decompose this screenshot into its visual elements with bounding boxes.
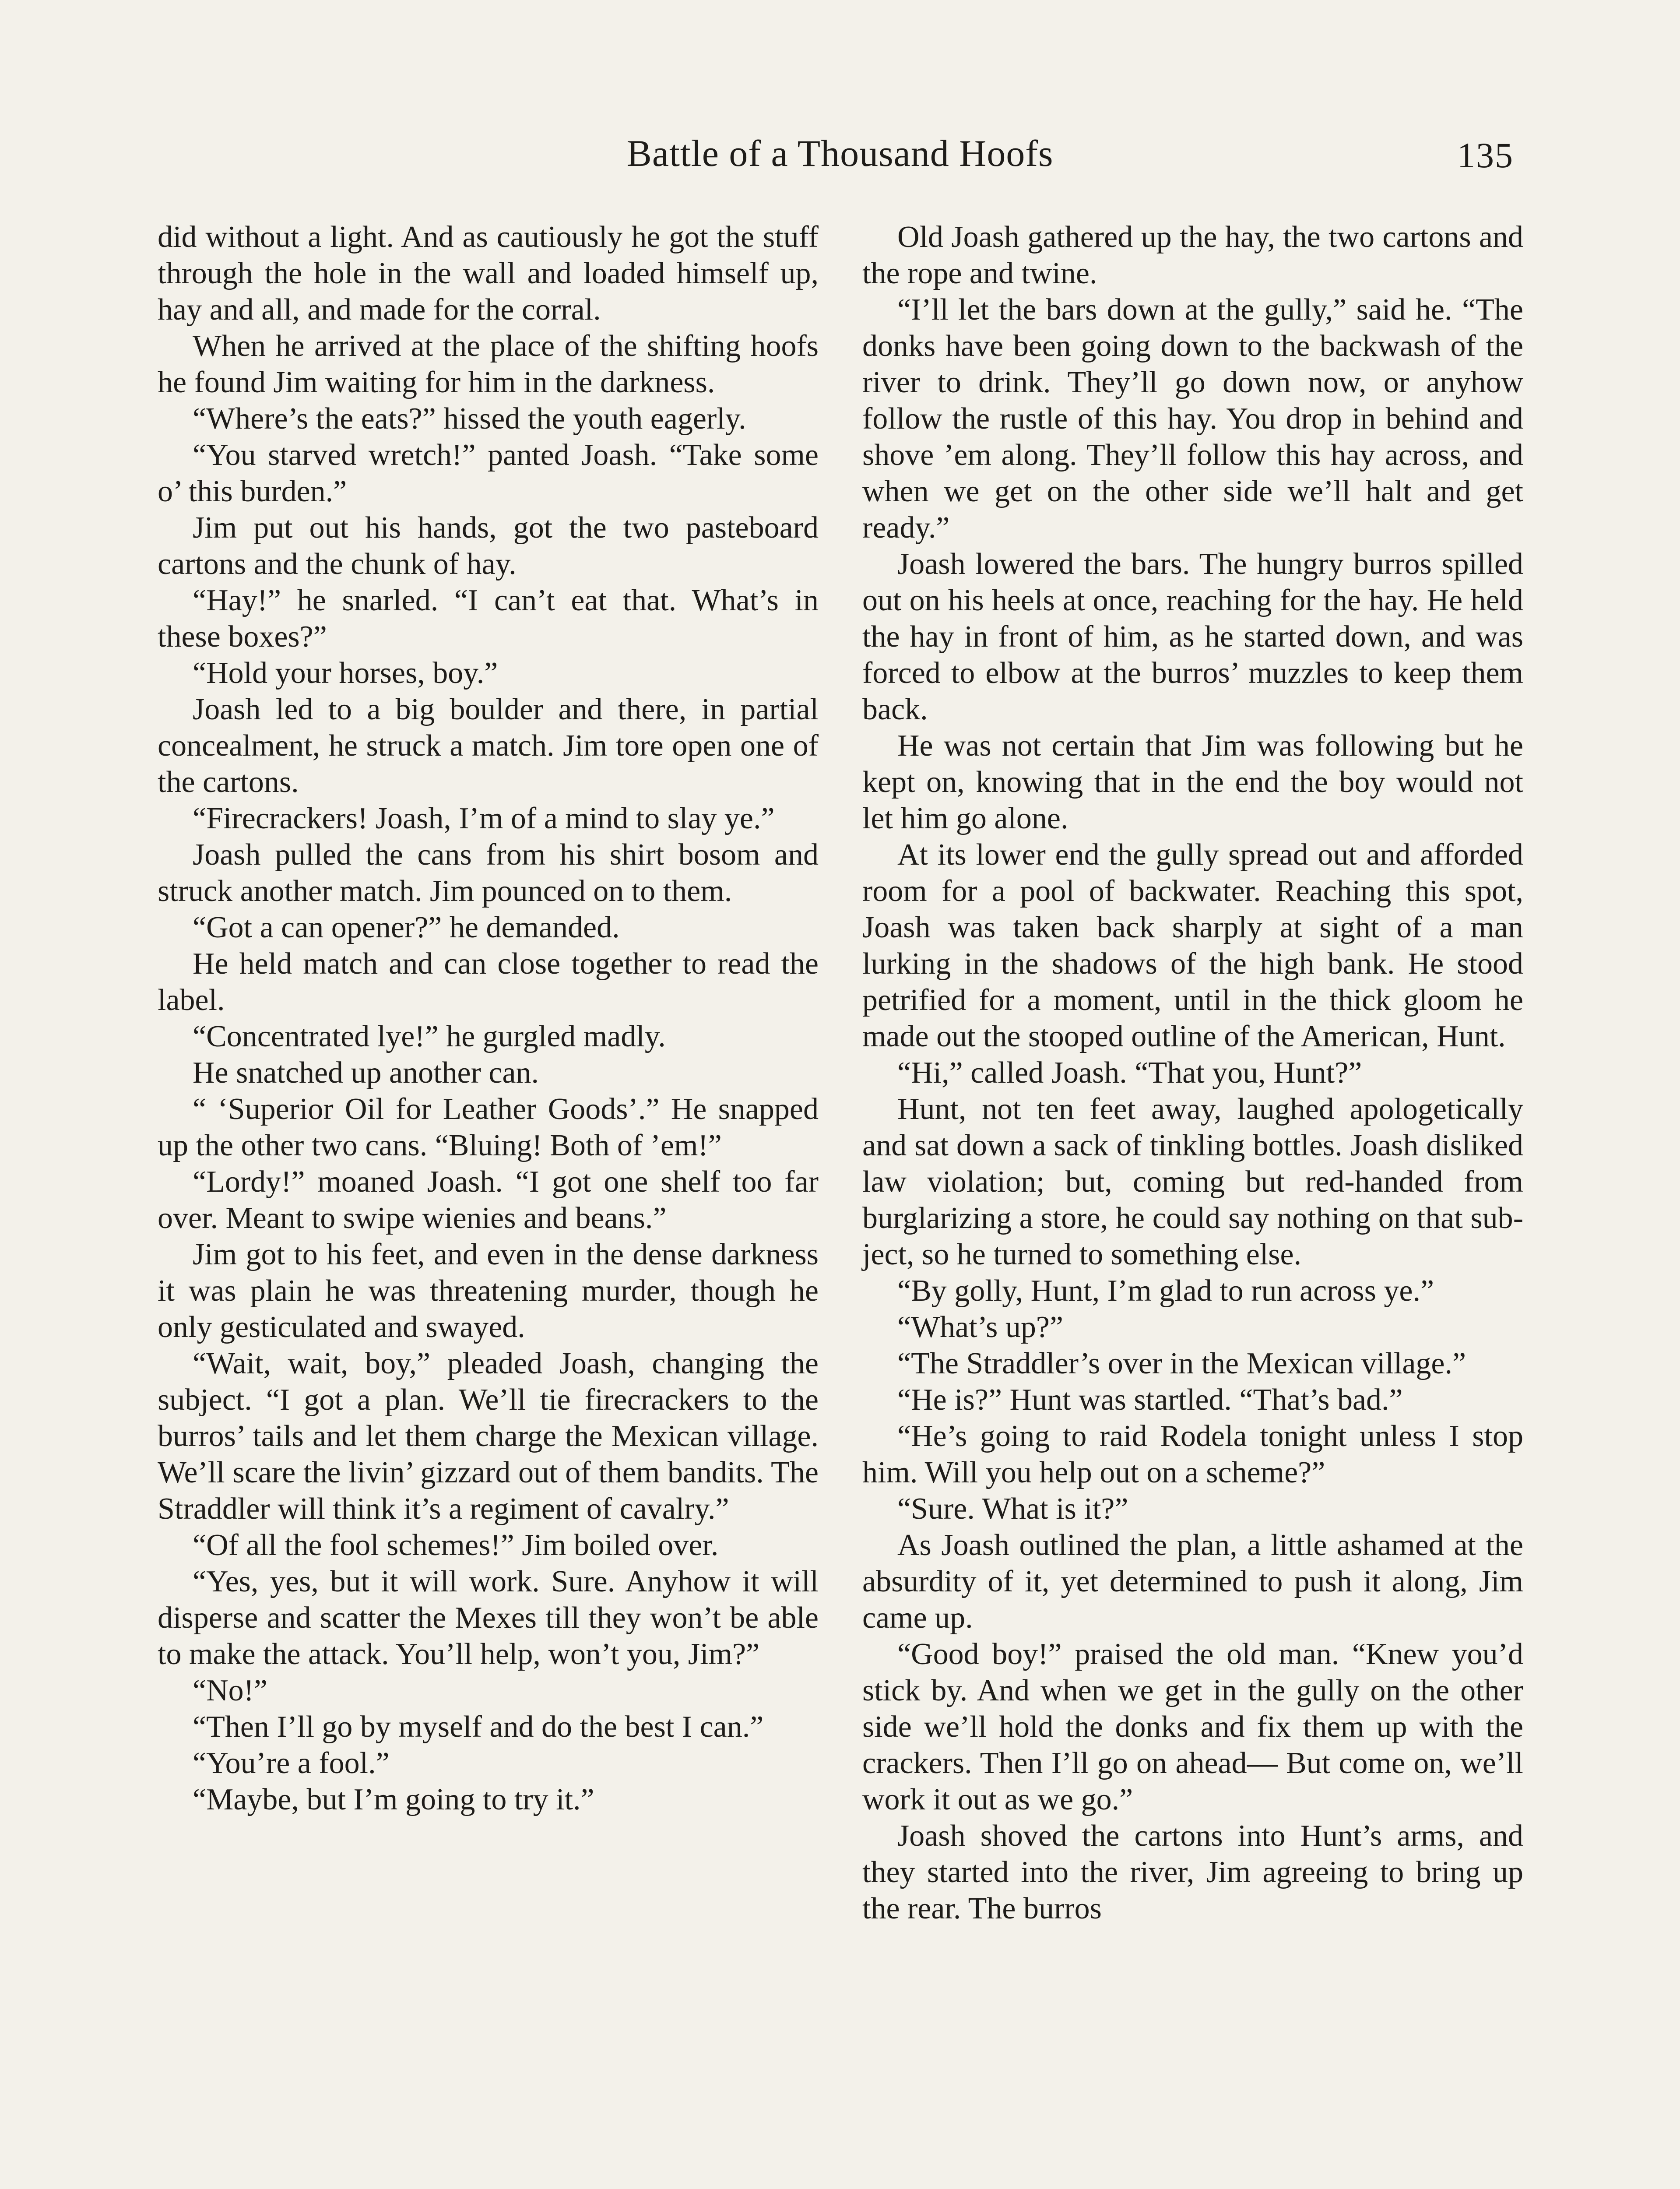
paragraph: Joash pulled the cans from his shirt bosom and struck another match. Jim pounced on to them.: [158, 838, 819, 908]
paragraph: He snatched up another can.: [193, 1056, 539, 1090]
paragraph: “Wait, wait, boy,” pleaded Joash, changing the subject. “I got a plan. We’ll tie firecrackers to the burros’ tails and let them charge the Mexican village. We’ll scare the livin’ gizzard out of them bandits. The Straddler will think it’s a regiment of cavalry.”: [158, 1347, 819, 1526]
paragraph: “Yes, yes, but it will work. Sure. Anyhow it will disperse and scatter the Mexes till they won’t be able to make the attack. You’ll help, won’t you, Jim?”: [158, 1565, 819, 1671]
paragraph: “Firecrackers! Joash, I’m of a mind to slay ye.”: [193, 802, 775, 835]
paragraph: “Concentrated lye!” he gurgled madly.: [193, 1020, 666, 1053]
paragraph: He held match and can close together to read the label.: [158, 947, 819, 1017]
paragraph: “Got a can opener?” he demanded.: [193, 911, 620, 944]
paragraph: “Of all the fool schemes!” Jim boiled over.: [193, 1528, 719, 1562]
running-title: Battle of a Thousand Hoofs: [626, 132, 1054, 174]
paragraph: did without a light. And as cautiously he got the stuff through the hole in the wall and loaded himself up, hay and all, and made for the corral.: [158, 220, 819, 327]
paragraph: “By golly, Hunt, I’m glad to run across ye.”: [897, 1274, 1434, 1308]
paragraph: As Joash outlined the plan, a little ashamed at the absurdity of it, yet determined to push it along, Jim came up.: [862, 1528, 1523, 1635]
paragraph: Old Joash gathered up the hay, the two cartons and the rope and twine.: [862, 220, 1523, 290]
paragraph: Hunt, not ten feet away, laughed apologetically and sat down a sack of tinkling bottles. Joash disliked law violation; but, coming but red-handed from burglarizing a store, he could say nothing on that subject, so he turned to something else.: [862, 1092, 1523, 1271]
left-column: [158, 219, 819, 2189]
paragraph: “He is?” Hunt was startled. “That’s bad.”: [897, 1383, 1403, 1417]
paragraph: “No!”: [193, 1674, 268, 1707]
paragraph: “You’re a fool.”: [193, 1746, 390, 1780]
paragraph: “Hay!” he snarled. “I can’t eat that. What’s in these boxes?”: [158, 584, 819, 654]
paragraph: “Then I’ll go by myself and do the best I can.”: [193, 1710, 764, 1744]
page-header: [158, 131, 1522, 188]
paragraph: “Good boy!” praised the old man. “Knew you’d stick by. And when we get in the gully on the other side we’ll hold the donks and fix them up with the crackers. Then I’ll go on ahead— But come on, we’ll work it out as we go.”: [862, 1637, 1523, 1816]
paragraph: Jim put out his hands, got the two pasteboard cartons and the chunk of hay.: [158, 511, 819, 581]
paragraph: Joash led to a big boulder and there, in partial concealment, he struck a match. Jim tore open one of the cartons.: [158, 693, 819, 799]
paragraph: “I’ll let the bars down at the gully,” said he. “The donks have been going down to the backwash of the river to drink. They’ll go down now, or anyhow follow the rustle of this hay. You drop in behind and shove ’em along. They’ll follow this hay across, and when we get on the other side we’ll halt and get ready.”: [862, 293, 1523, 545]
paragraph: “He’s going to raid Rodela tonight unless I stop him. Will you help out on a scheme?”: [862, 1419, 1523, 1489]
paragraph: “Lordy!” moaned Joash. “I got one shelf too far over. Meant to swipe wienies and beans.”: [158, 1165, 819, 1235]
paragraph: “Maybe, but I’m going to try it.”: [193, 1783, 594, 1816]
paragraph: Joash shoved the cartons into Hunt’s arms, and they started into the river, Jim agreeing to bring up the rear. The burros: [862, 1819, 1523, 1925]
paragraph: “You starved wretch!” panted Joash. “Take some o’ this burden.”: [158, 438, 819, 508]
paragraph: Jim got to his feet, and even in the dense darkness it was plain he was threatening murder, though he only gesticulated and swayed.: [158, 1238, 819, 1344]
paragraph: At its lower end the gully spread out and afforded room for a pool of backwater. Reaching this spot, Joash was taken back sharply at sight of a man lurking in the shadows of the high bank. He stood petrified for a moment, until in the thick gloom he made out the stooped outline of the American, Hunt.: [862, 838, 1523, 1053]
paragraph: “Sure. What is it?”: [897, 1492, 1128, 1526]
paragraph: “Hi,” called Joash. “That you, Hunt?”: [897, 1056, 1362, 1090]
paragraph: When he arrived at the place of the shifting hoofs he found Jim waiting for him in the darkness.: [158, 329, 819, 399]
paragraph: Joash lowered the bars. The hungry burros spilled out on his heels at once, reaching for the hay. He held the hay in front of him, as he started down, and was forced to elbow at the burros’ muzzles to keep them back.: [862, 547, 1523, 726]
text-columns: [158, 219, 1523, 2189]
paragraph: “Where’s the eats?” hissed the youth eagerly.: [193, 402, 746, 436]
paragraph: “ ‘Superior Oil for Leather Goods’.” He snapped up the other two cans. “Bluing! Both of ’em!”: [158, 1092, 819, 1162]
paragraph: He was not certain that Jim was following but he kept on, knowing that in the end the boy would not let him go alone.: [862, 729, 1523, 835]
page-number: 135: [1457, 135, 1514, 175]
paragraph: “Hold your horses, boy.”: [193, 656, 498, 690]
right-column: [862, 219, 1523, 2189]
paragraph: “What’s up?”: [897, 1310, 1063, 1344]
paragraph: “The Straddler’s over in the Mexican village.”: [897, 1347, 1466, 1380]
